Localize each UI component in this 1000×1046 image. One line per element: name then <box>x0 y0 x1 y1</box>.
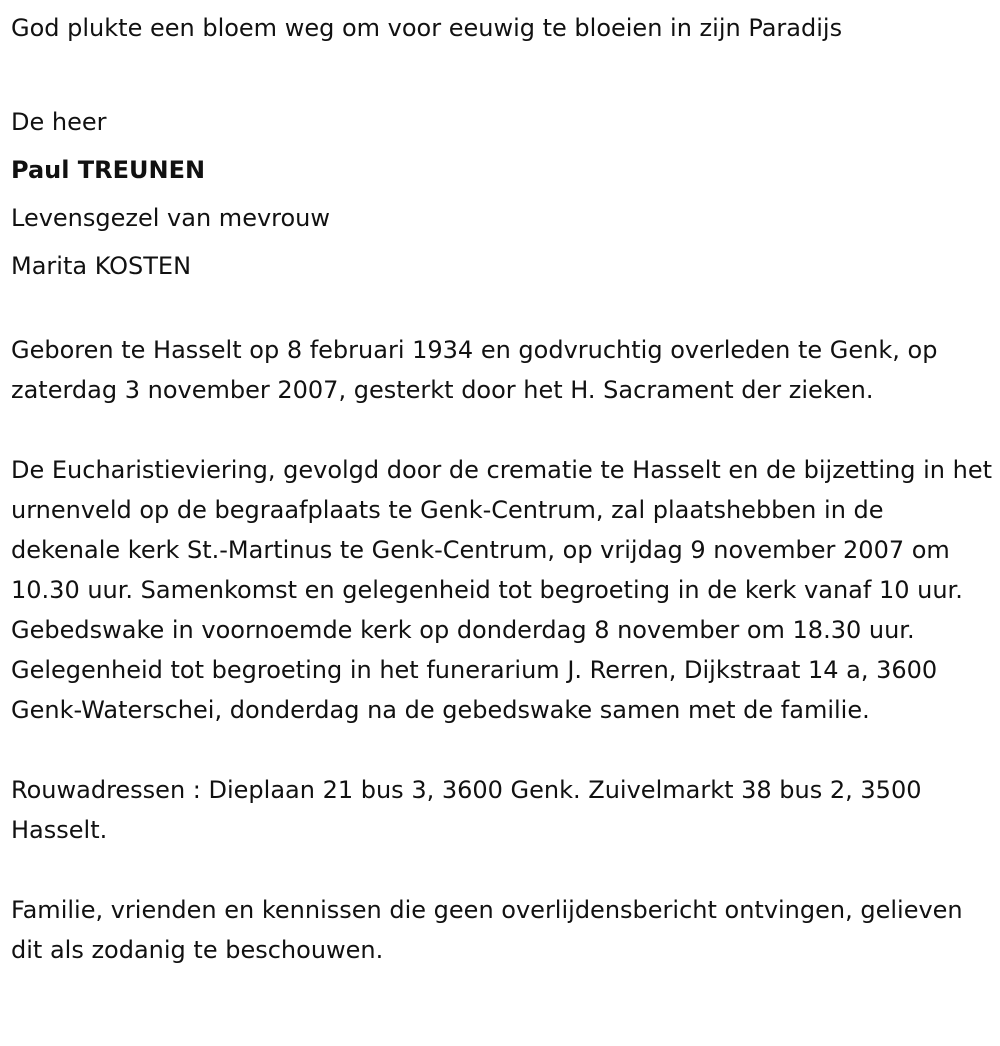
birth-death-paragraph: Geboren te Hasselt op 8 februari 1934 en godvruchtig overleden te Genk, op zaterdag 3 november 2007, gesterkt door het H. Sacrament der zieken. <box>11 336 938 404</box>
addresses-paragraph: Rouwadressen : Dieplaan 21 bus 3, 3600 Genk. Zuivelmarkt 38 bus 2, 3500 Hasselt. <box>11 776 922 844</box>
spacer <box>11 290 996 330</box>
spacer <box>11 410 996 450</box>
partner-name: Marita KOSTEN <box>11 252 192 280</box>
spacer <box>11 48 996 88</box>
obituary-notice <box>11 8 996 970</box>
spacer <box>11 730 996 770</box>
relation-text: Levensgezel van mevrouw <box>11 204 331 232</box>
deceased-name: Paul TREUNEN <box>11 156 206 184</box>
memorial-verse: God plukte een bloem weg om voor eeuwig te bloeien in zijn Paradijs <box>11 14 843 42</box>
spacer <box>11 850 996 890</box>
closing-paragraph: Familie, vrienden en kennissen die geen overlijdensbericht ontvingen, gelieven dit als zodanig te beschouwen. <box>11 896 963 964</box>
deceased-block <box>11 98 996 290</box>
ceremony-paragraph: De Eucharistieviering, gevolgd door de crematie te Hasselt en de bijzetting in het urnenveld op de begraafplaats te Genk-Centrum, zal plaatshebben in de dekenale kerk St.-Martinus te Genk-Centrum, op vrijdag 9 november 2007 om 10.30 uur. Samenkomst en gelegenheid tot begroeting in de kerk vanaf 10 uur. Gebedswake in voornoemde kerk op donderdag 8 november om 18.30 uur. Gelegenheid tot begroeting in het funerarium J. Rerren, Dijkstraat 14 a, 3600 Genk-Waterschei, donderdag na de gebedswake samen met de familie. <box>11 456 993 724</box>
honorific: De heer <box>11 108 107 136</box>
